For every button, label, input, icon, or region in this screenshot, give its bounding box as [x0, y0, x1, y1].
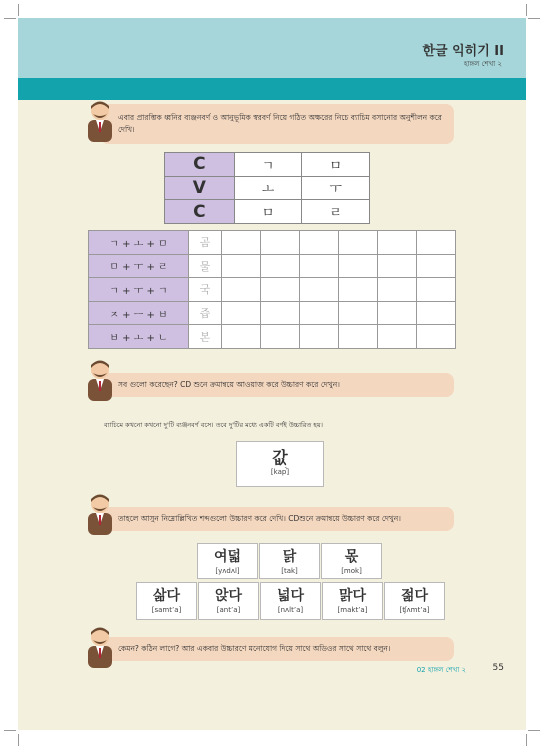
romanization: [yʌdʌl] [215, 567, 240, 575]
korean-word: 여덟 [213, 549, 242, 565]
word-card [136, 582, 197, 620]
cvc-label: C [165, 200, 235, 224]
korean-word: 앉다 [214, 588, 243, 604]
crop-mark [528, 18, 540, 19]
word-card [384, 582, 445, 620]
practice-cell[interactable] [339, 301, 378, 325]
practice-cell[interactable] [261, 254, 300, 278]
practice-cell[interactable] [378, 278, 417, 302]
korean-word: 몫 [344, 549, 359, 565]
practice-cell[interactable] [222, 231, 261, 255]
word-card [197, 543, 258, 579]
romanization: [mok] [341, 567, 362, 575]
korean-word: 닭 [282, 549, 297, 565]
writing-practice-table [88, 230, 456, 349]
jamo-cell: ㄱ [234, 153, 302, 177]
word-card [260, 582, 321, 620]
practice-cell[interactable] [378, 254, 417, 278]
practice-cell[interactable] [222, 301, 261, 325]
word-card [321, 543, 382, 579]
teacher-icon [82, 98, 118, 142]
guide-syllable: 국 [189, 278, 222, 302]
crop-mark [528, 730, 540, 731]
practice-cell[interactable] [378, 231, 417, 255]
practice-cell[interactable] [300, 254, 339, 278]
crop-mark [4, 730, 16, 731]
instruction-text: সব গুলো করেছেন? CD শুনে ক্রমান্বয়ে আওয়াজ করে উচ্চারণ করে দেখুন। [118, 380, 340, 389]
korean-word: 젊다 [400, 588, 429, 604]
practice-cell[interactable] [222, 325, 261, 349]
romanization: [samt’a] [151, 606, 182, 614]
practice-cell[interactable] [417, 301, 456, 325]
crop-mark [526, 4, 527, 16]
practice-cell[interactable] [417, 254, 456, 278]
romanization: [makt’a] [337, 606, 368, 614]
cvc-label: V [165, 176, 235, 200]
practice-cell[interactable] [300, 231, 339, 255]
header-strip [18, 78, 526, 100]
jamo-cell: ㅗ [234, 176, 302, 200]
practice-cell[interactable] [378, 301, 417, 325]
practice-cell[interactable] [261, 231, 300, 255]
romanization: [ant’a] [216, 606, 241, 614]
table-row [89, 325, 456, 349]
crop-mark [526, 734, 527, 746]
jamo-cell: ㄹ [302, 200, 370, 224]
jamo-cell: ㅜ [302, 176, 370, 200]
table-row [89, 231, 456, 255]
practice-cell[interactable] [417, 231, 456, 255]
jamo-cell: ㅁ [302, 153, 370, 177]
guide-syllable: 곰 [189, 231, 222, 255]
practice-cell[interactable] [378, 325, 417, 349]
instruction-bubble [100, 104, 454, 144]
romanization: [tak] [281, 567, 298, 575]
instruction-bubble [100, 637, 454, 661]
guide-syllable: 즙 [189, 301, 222, 325]
example-word-card [236, 441, 324, 487]
formula-cell: ㄱ + ㅜ + ㄱ [89, 278, 189, 302]
page-number: 55 [492, 663, 504, 673]
korean-word: 값 [272, 448, 288, 467]
page-subtitle: হাঙ্গল শেখা ২ [463, 60, 502, 68]
table-row [89, 301, 456, 325]
guide-syllable: 물 [189, 254, 222, 278]
cvc-structure-table [164, 152, 370, 224]
instruction-bubble [100, 507, 454, 531]
instruction-text: তাহলে আসুন নিম্নোল্লিখিত শব্দগুলো উচ্চারণ করে দেখি। CDশুনে ক্রমান্বয়ে উচ্চারণ করে দেখুন। [118, 514, 401, 523]
practice-cell[interactable] [339, 254, 378, 278]
practice-cell[interactable] [339, 231, 378, 255]
page-title: 한글 익히기 II [422, 44, 504, 59]
crop-mark [18, 734, 19, 746]
teacher-icon [82, 357, 118, 401]
practice-cell[interactable] [222, 254, 261, 278]
practice-cell[interactable] [417, 278, 456, 302]
romanization: [kap̚] [270, 468, 290, 476]
instruction-text: কেমন? কঠিন লাগে? আর একবার উচ্চারণে মনোযোগ দিয়ে সাথে অডিওর সাথে সাথে বলুন। [118, 644, 391, 653]
jamo-cell: ㅁ [234, 200, 302, 224]
instruction-bubble [100, 373, 454, 397]
korean-word: 맑다 [338, 588, 367, 604]
korean-word: 넓다 [276, 588, 305, 604]
practice-cell[interactable] [261, 325, 300, 349]
crop-mark [18, 4, 19, 16]
formula-cell: ㅈ + ㅡ + ㅂ [89, 301, 189, 325]
guide-syllable: 본 [189, 325, 222, 349]
practice-cell[interactable] [300, 325, 339, 349]
formula-cell: ㅂ + ㅗ + ㄴ [89, 325, 189, 349]
instruction-text: এবার প্রারম্ভিক ধ্বনির ব্যঞ্জনবর্ণ ও আনুভূমিক স্বরবর্ণ নিয়ে গঠিত অক্ষরের নিচে ব্যাচিম বসানোর অনুশীলন করে দেখি। [118, 113, 442, 134]
practice-cell[interactable] [300, 278, 339, 302]
footer-section: 02 হাঙ্গল শেখা ২ [416, 666, 466, 674]
header-band [18, 18, 526, 78]
word-card [198, 582, 259, 620]
practice-cell[interactable] [300, 301, 339, 325]
practice-cell[interactable] [222, 278, 261, 302]
crop-mark [4, 18, 16, 19]
word-card [322, 582, 383, 620]
formula-cell: ㄱ + ㅗ + ㅁ [89, 231, 189, 255]
practice-cell[interactable] [417, 325, 456, 349]
table-row [89, 254, 456, 278]
formula-cell: ㅁ + ㅜ + ㄹ [89, 254, 189, 278]
korean-word: 삶다 [152, 588, 181, 604]
romanization: [ʧʌmt’a] [399, 606, 430, 614]
practice-cell[interactable] [339, 325, 378, 349]
practice-cell[interactable] [261, 278, 300, 302]
practice-cell[interactable] [339, 278, 378, 302]
table-row [89, 278, 456, 302]
romanization: [nʌlt’a] [277, 606, 304, 614]
word-card [259, 543, 320, 579]
double-batchim-note: ব্যাচিমে কখনো কখনো দু'টি ব্যঞ্জনবর্ণ বসে। তবে দু'টির মধ্যে একটি বর্ণই উচ্চারিত হয়। [104, 421, 323, 429]
cvc-label: C [165, 153, 235, 177]
teacher-icon [82, 491, 118, 535]
teacher-icon [82, 624, 118, 668]
practice-cell[interactable] [261, 301, 300, 325]
